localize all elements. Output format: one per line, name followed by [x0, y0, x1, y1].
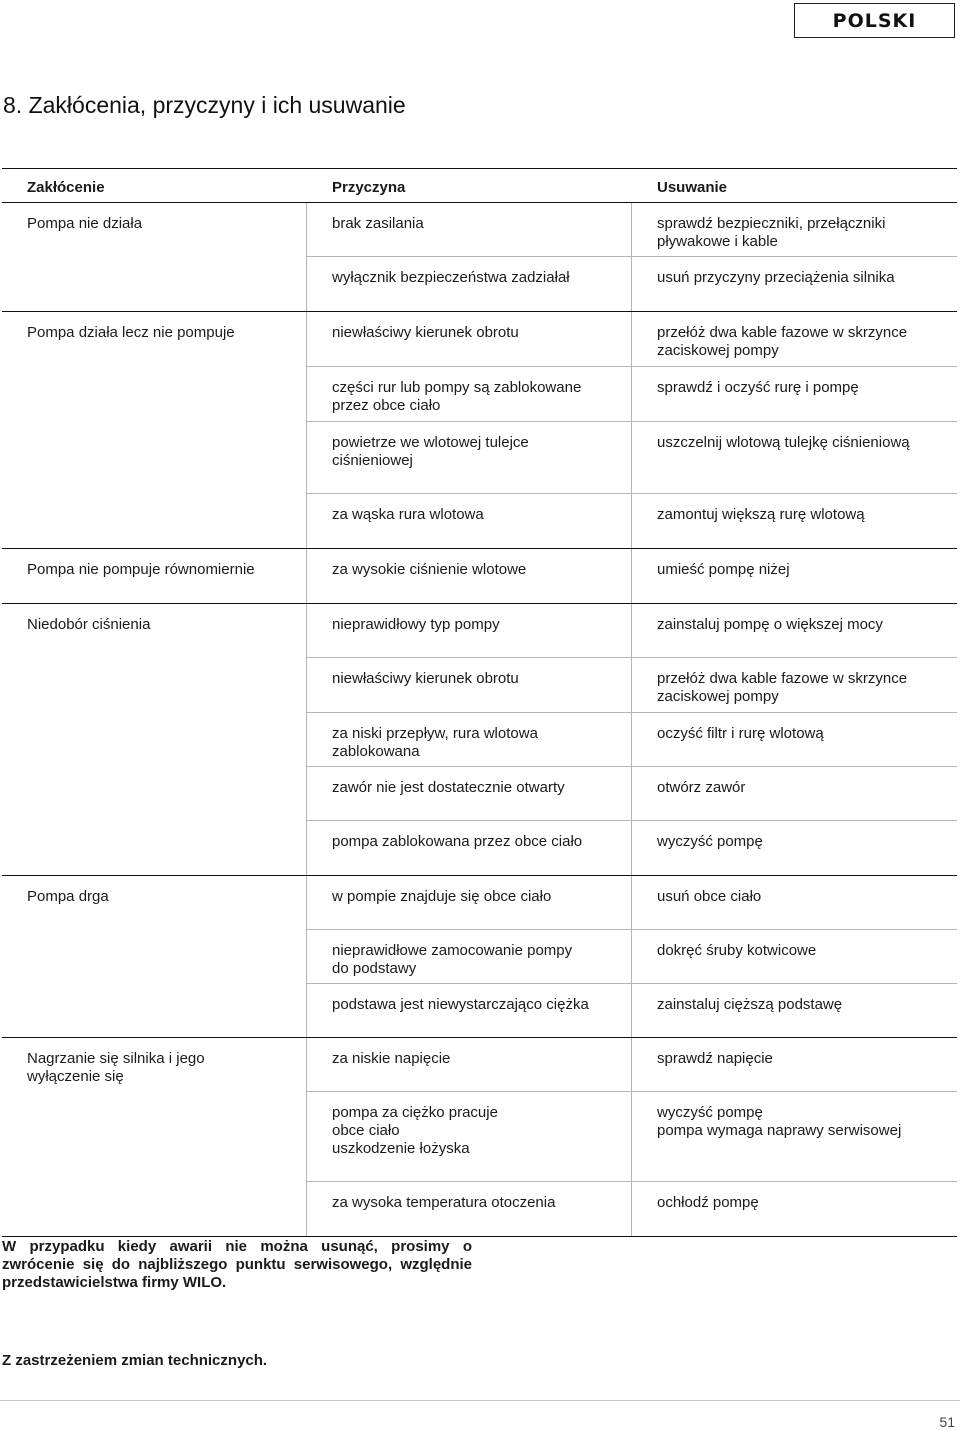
- remedy-cell: przełóż dwa kable fazowe w skrzynce zaciskowej pompy: [657, 670, 908, 705]
- table-row: [307, 929, 957, 983]
- table-row: [307, 983, 957, 1037]
- table-header: [2, 169, 957, 203]
- fault-cell: Pompa nie działa: [27, 215, 143, 232]
- column-header-fault: Zakłócenie: [27, 179, 105, 196]
- fault-group: [2, 203, 957, 312]
- fault-group: [2, 876, 957, 1038]
- table-row: [307, 1091, 957, 1181]
- service-note: W przypadku kiedy awarii nie można usunąć, prosimy o zwrócenie się do najbliższego punktu serwisowego, względnie przedstawicielstwa firmy WILO.: [2, 1238, 472, 1291]
- technical-changes-note: Z zastrzeżeniem zmian technicznych.: [2, 1352, 268, 1369]
- cause-cell: zawór nie jest dostatecznie otwarty: [332, 779, 565, 796]
- remedy-cell: otwórz zawór: [657, 779, 746, 796]
- troubleshooting-table: [2, 168, 957, 1237]
- section-title: 8. Zakłócenia, przyczyny i ich usuwanie: [3, 92, 406, 118]
- table-row: [307, 876, 957, 929]
- remedy-cell: sprawdź i oczyść rurę i pompę: [657, 379, 859, 396]
- cause-cell: nieprawidłowy typ pompy: [332, 616, 500, 633]
- remedy-cell: uszczelnij wlotową tulejkę ciśnieniową: [657, 434, 910, 451]
- cause-cell: części rur lub pompy są zablokowane przez obce ciało: [332, 379, 582, 414]
- remedy-cell: ochłodź pompę: [657, 1194, 759, 1211]
- footer-divider: [0, 1400, 960, 1401]
- fault-group: [2, 312, 957, 549]
- column-header-remedy: Usuwanie: [657, 179, 728, 196]
- cause-cell: za niski przepływ, rura wlotowa zablokowana: [332, 725, 538, 760]
- cause-cell: za niskie napięcie: [332, 1050, 451, 1067]
- fault-cell: Nagrzanie się silnika i jego wyłączenie się: [27, 1050, 205, 1085]
- cause-cell: powietrze we wlotowej tulejce ciśnieniowej: [332, 434, 529, 469]
- remedy-cell: usuń przyczyny przeciążenia silnika: [657, 269, 895, 286]
- table-row: [307, 657, 957, 712]
- fault-cell: Pompa działa lecz nie pompuje: [27, 324, 235, 341]
- fault-cell: Niedobór ciśnienia: [27, 616, 151, 633]
- page-number: 51: [939, 1414, 955, 1430]
- cause-cell: niewłaściwy kierunek obrotu: [332, 670, 519, 687]
- remedy-cell: sprawdź bezpieczniki, przełączniki pływakowe i kable: [657, 215, 886, 250]
- table-row: [307, 1038, 957, 1091]
- remedy-cell: umieść pompę niżej: [657, 561, 790, 578]
- table-row: [307, 712, 957, 766]
- cause-cell: nieprawidłowe zamocowanie pompy do podstawy: [332, 942, 573, 977]
- cause-cell: niewłaściwy kierunek obrotu: [332, 324, 519, 341]
- table-row: [307, 1181, 957, 1236]
- table-row: [307, 312, 957, 366]
- fault-cell: Pompa drga: [27, 888, 109, 905]
- remedy-cell: wyczyść pompę: [657, 833, 763, 850]
- cause-cell: podstawa jest niewystarczająco ciężka: [332, 996, 589, 1013]
- table-row: [307, 604, 957, 657]
- cause-cell: brak zasilania: [332, 215, 424, 232]
- cause-cell: za wysoka temperatura otoczenia: [332, 1194, 556, 1211]
- remedy-cell: zainstaluj pompę o większej mocy: [657, 616, 883, 633]
- table-row: [307, 549, 957, 603]
- cause-cell: za wąska rura wlotowa: [332, 506, 484, 523]
- table-row: [307, 421, 957, 493]
- remedy-cell: zainstaluj cięższą podstawę: [657, 996, 843, 1013]
- remedy-cell: przełóż dwa kable fazowe w skrzynce zaciskowej pompy: [657, 324, 908, 359]
- remedy-cell: sprawdź napięcie: [657, 1050, 773, 1067]
- cause-cell: za wysokie ciśnienie wlotowe: [332, 561, 527, 578]
- fault-group: [2, 549, 957, 604]
- fault-cell: Pompa nie pompuje równomiernie: [27, 561, 255, 578]
- column-header-cause: Przyczyna: [332, 179, 406, 196]
- remedy-cell: dokręć śruby kotwicowe: [657, 942, 817, 959]
- table-row: [307, 766, 957, 820]
- table-row: [307, 366, 957, 421]
- remedy-cell: wyczyść pompę pompa wymaga naprawy serwisowej: [657, 1104, 902, 1139]
- cause-cell: pompa za ciężko pracuje obce ciało uszkodzenie łożyska: [332, 1104, 498, 1157]
- fault-group: [2, 1038, 957, 1237]
- remedy-cell: usuń obce ciało: [657, 888, 762, 905]
- remedy-cell: zamontuj większą rurę wlotową: [657, 506, 865, 523]
- cause-cell: pompa zablokowana przez obce ciało: [332, 833, 583, 850]
- fault-group: [2, 604, 957, 876]
- table-row: [307, 493, 957, 548]
- table-row: [307, 203, 957, 256]
- language-label: POLSKI: [794, 3, 955, 38]
- cause-cell: w pompie znajduje się obce ciało: [332, 888, 552, 905]
- table-row: [307, 256, 957, 311]
- remedy-cell: oczyść filtr i rurę wlotową: [657, 725, 824, 742]
- cause-cell: wyłącznik bezpieczeństwa zadziałał: [332, 269, 570, 286]
- table-row: [307, 820, 957, 875]
